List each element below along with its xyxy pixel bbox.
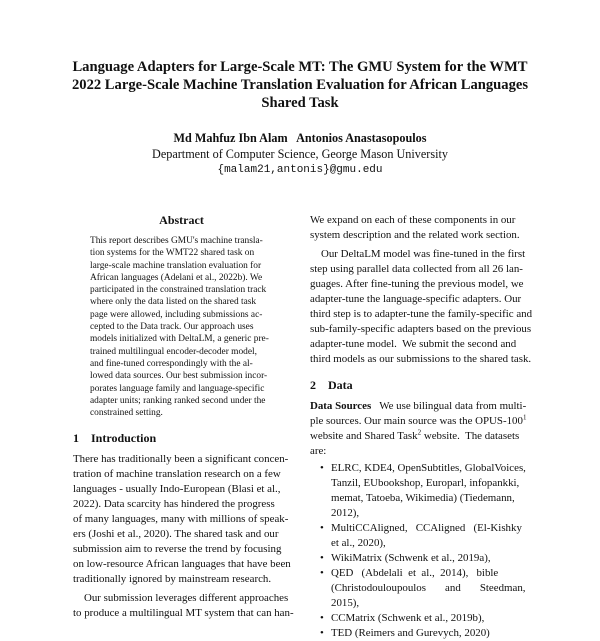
dataset-list	[310, 461, 532, 641]
data-line-text: ple sources. Our main source was the OPUS-100	[310, 415, 523, 427]
title-line: 2022 Large-Scale Machine Translation Evaluation for African Languages	[71, 77, 529, 93]
intro-line: ers (Joshi et al., 2020). The shared task and our	[73, 528, 279, 541]
intro-line: on low-resource African languages that have been	[73, 558, 291, 571]
list-item-line: Tanzil, EUbookshop, Europarl, infopankki,	[331, 477, 520, 489]
list-item-line: 2012),	[331, 507, 360, 519]
data-line-text: website. The datasets	[421, 430, 520, 442]
abstract-text	[90, 235, 276, 419]
abstract-line: participated in the constrained translation track	[90, 285, 267, 296]
data-line	[310, 429, 532, 444]
data-sources-label: Data Sources	[310, 400, 372, 412]
left-column	[73, 212, 294, 621]
affiliation: Department of Computer Science, George Mason University	[152, 147, 448, 161]
bullet-icon: •	[320, 612, 324, 624]
overview-text	[310, 213, 532, 367]
intro-line: languages - usually Indo-European (Blasi et al.,	[73, 483, 281, 496]
list-item	[310, 551, 532, 566]
abstract-line: trained multilingual encoder-decoder model,	[90, 346, 257, 357]
abstract-line: and fine-tuned correspondingly with the al-	[90, 358, 253, 369]
abstract-line: African languages (Adelani et al., 2022b). We	[90, 272, 263, 283]
data-line-text: We use bilingual data from multi-	[371, 400, 527, 412]
abstract-line: models initialized with DeltaLM, a generic pre-	[90, 334, 269, 345]
introduction-text	[73, 452, 294, 621]
abstract-heading: Abstract	[159, 213, 204, 227]
section-heading-data	[310, 377, 532, 393]
list-item	[310, 566, 532, 611]
list-item-line: memat, Tatoeba, Wikimedia) (Tiedemann,	[331, 492, 515, 504]
abstract-line: constrained setting.	[90, 408, 163, 419]
list-item	[310, 626, 532, 641]
body-line: adapter-tune the language-specific adapters. Our	[310, 293, 522, 305]
body-line: We expand on each of these components in our	[310, 214, 516, 226]
bullet-icon: •	[320, 552, 324, 564]
intro-line: to produce a multilingual MT system that can han-	[73, 607, 294, 620]
intro-line: 2022). Data scarcity has hindered the progress	[73, 498, 275, 511]
list-item-line: et al., 2020),	[331, 537, 386, 549]
body-line: step using parallel data collected from all 26 lan-	[310, 263, 523, 275]
data-line: are:	[310, 445, 327, 457]
abstract-line: large-scale machine translation evaluation for	[90, 260, 262, 271]
data-line	[310, 414, 532, 429]
abstract-line: where only the data listed on the shared task	[90, 297, 257, 308]
list-item-line: QED (Abdelali et al., 2014), bible	[331, 567, 499, 579]
right-column	[310, 213, 532, 641]
footnote-marker[interactable]: 1	[522, 413, 527, 422]
bullet-icon: •	[320, 522, 324, 534]
data-line-text: website and Shared Task	[310, 430, 418, 442]
intro-line: tration of machine translation research on a few	[73, 468, 281, 481]
abstract-line: cepted to the Data track. Our approach uses	[90, 322, 254, 333]
footnote-marker[interactable]: 2	[417, 428, 422, 437]
list-item-line: TED (Reimers and Gurevych, 2020)	[331, 627, 490, 639]
bullet-icon: •	[320, 567, 324, 579]
title-line: Language Adapters for Large-Scale MT: The GMU System for the WMT	[72, 59, 528, 75]
section-heading-introduction	[73, 430, 290, 446]
list-item	[310, 611, 532, 626]
intro-line: Our submission leverages different approaches	[84, 592, 289, 605]
list-item	[310, 521, 532, 551]
list-item-line: 2015),	[331, 597, 360, 609]
section-number: 1	[73, 431, 79, 446]
list-item-line: WikiMatrix (Schwenk et al., 2019a),	[331, 552, 491, 564]
list-item-line: CCMatrix (Schwenk et al., 2019b),	[331, 612, 485, 624]
abstract-line: porates language family and language-specific	[90, 383, 265, 394]
abstract-line: adapter units; ranking ranked second under the	[90, 395, 266, 406]
data-sources-text	[310, 399, 532, 459]
abstract-line: lowed data sources. Our best submission incor-	[90, 371, 268, 382]
list-item	[310, 461, 532, 521]
section-title: Data	[328, 378, 353, 392]
paper-title	[60, 58, 540, 112]
intro-line: There has traditionally been a significant concen-	[73, 453, 289, 466]
body-line: third step is to adapter-tune the family-specific and	[310, 308, 533, 320]
abstract-line: This report describes GMU's machine transla-	[90, 236, 263, 246]
authors: Md Mahfuz Ibn Alam Antonios Anastasopoulos	[173, 131, 427, 145]
title-line: Shared Task	[261, 95, 339, 111]
body-line: adapter-tune model. We submit the second and	[310, 338, 517, 350]
list-item-line: (Christodouloupoulos and Steedman,	[331, 582, 526, 594]
bullet-icon: •	[320, 627, 324, 639]
list-item-line: ELRC, KDE4, OpenSubtitles, GlobalVoices,	[331, 462, 526, 474]
email[interactable]: {malam21,antonis}@gmu.edu	[217, 164, 383, 176]
body-line: sub-family-specific adapters based on the previous	[310, 323, 532, 335]
intro-line: of many languages, many with millions of speak-	[73, 513, 289, 526]
body-line: third models as our submissions to the shared task.	[310, 353, 532, 365]
body-line: system description and the related work section.	[310, 229, 520, 241]
section-number: 2	[310, 378, 316, 392]
body-line: guages. After fine-tuning the previous model, we	[310, 278, 524, 290]
list-item-line: MultiCCAligned, CCAligned (El-Kishky	[331, 522, 522, 534]
bullet-icon: •	[320, 462, 324, 474]
section-title: Introduction	[91, 431, 157, 446]
data-line	[310, 399, 532, 414]
intro-line: submission aim to reverse the trend by focusing	[73, 543, 282, 556]
body-line: Our DeltaLM model was fine-tuned in the first	[321, 248, 526, 260]
abstract-line: tion systems for the WMT22 shared task on	[90, 248, 255, 259]
intro-line: traditionally ignored by mainstream research.	[73, 573, 272, 586]
abstract-line: page were allowed, including submissions ac-	[90, 309, 263, 320]
